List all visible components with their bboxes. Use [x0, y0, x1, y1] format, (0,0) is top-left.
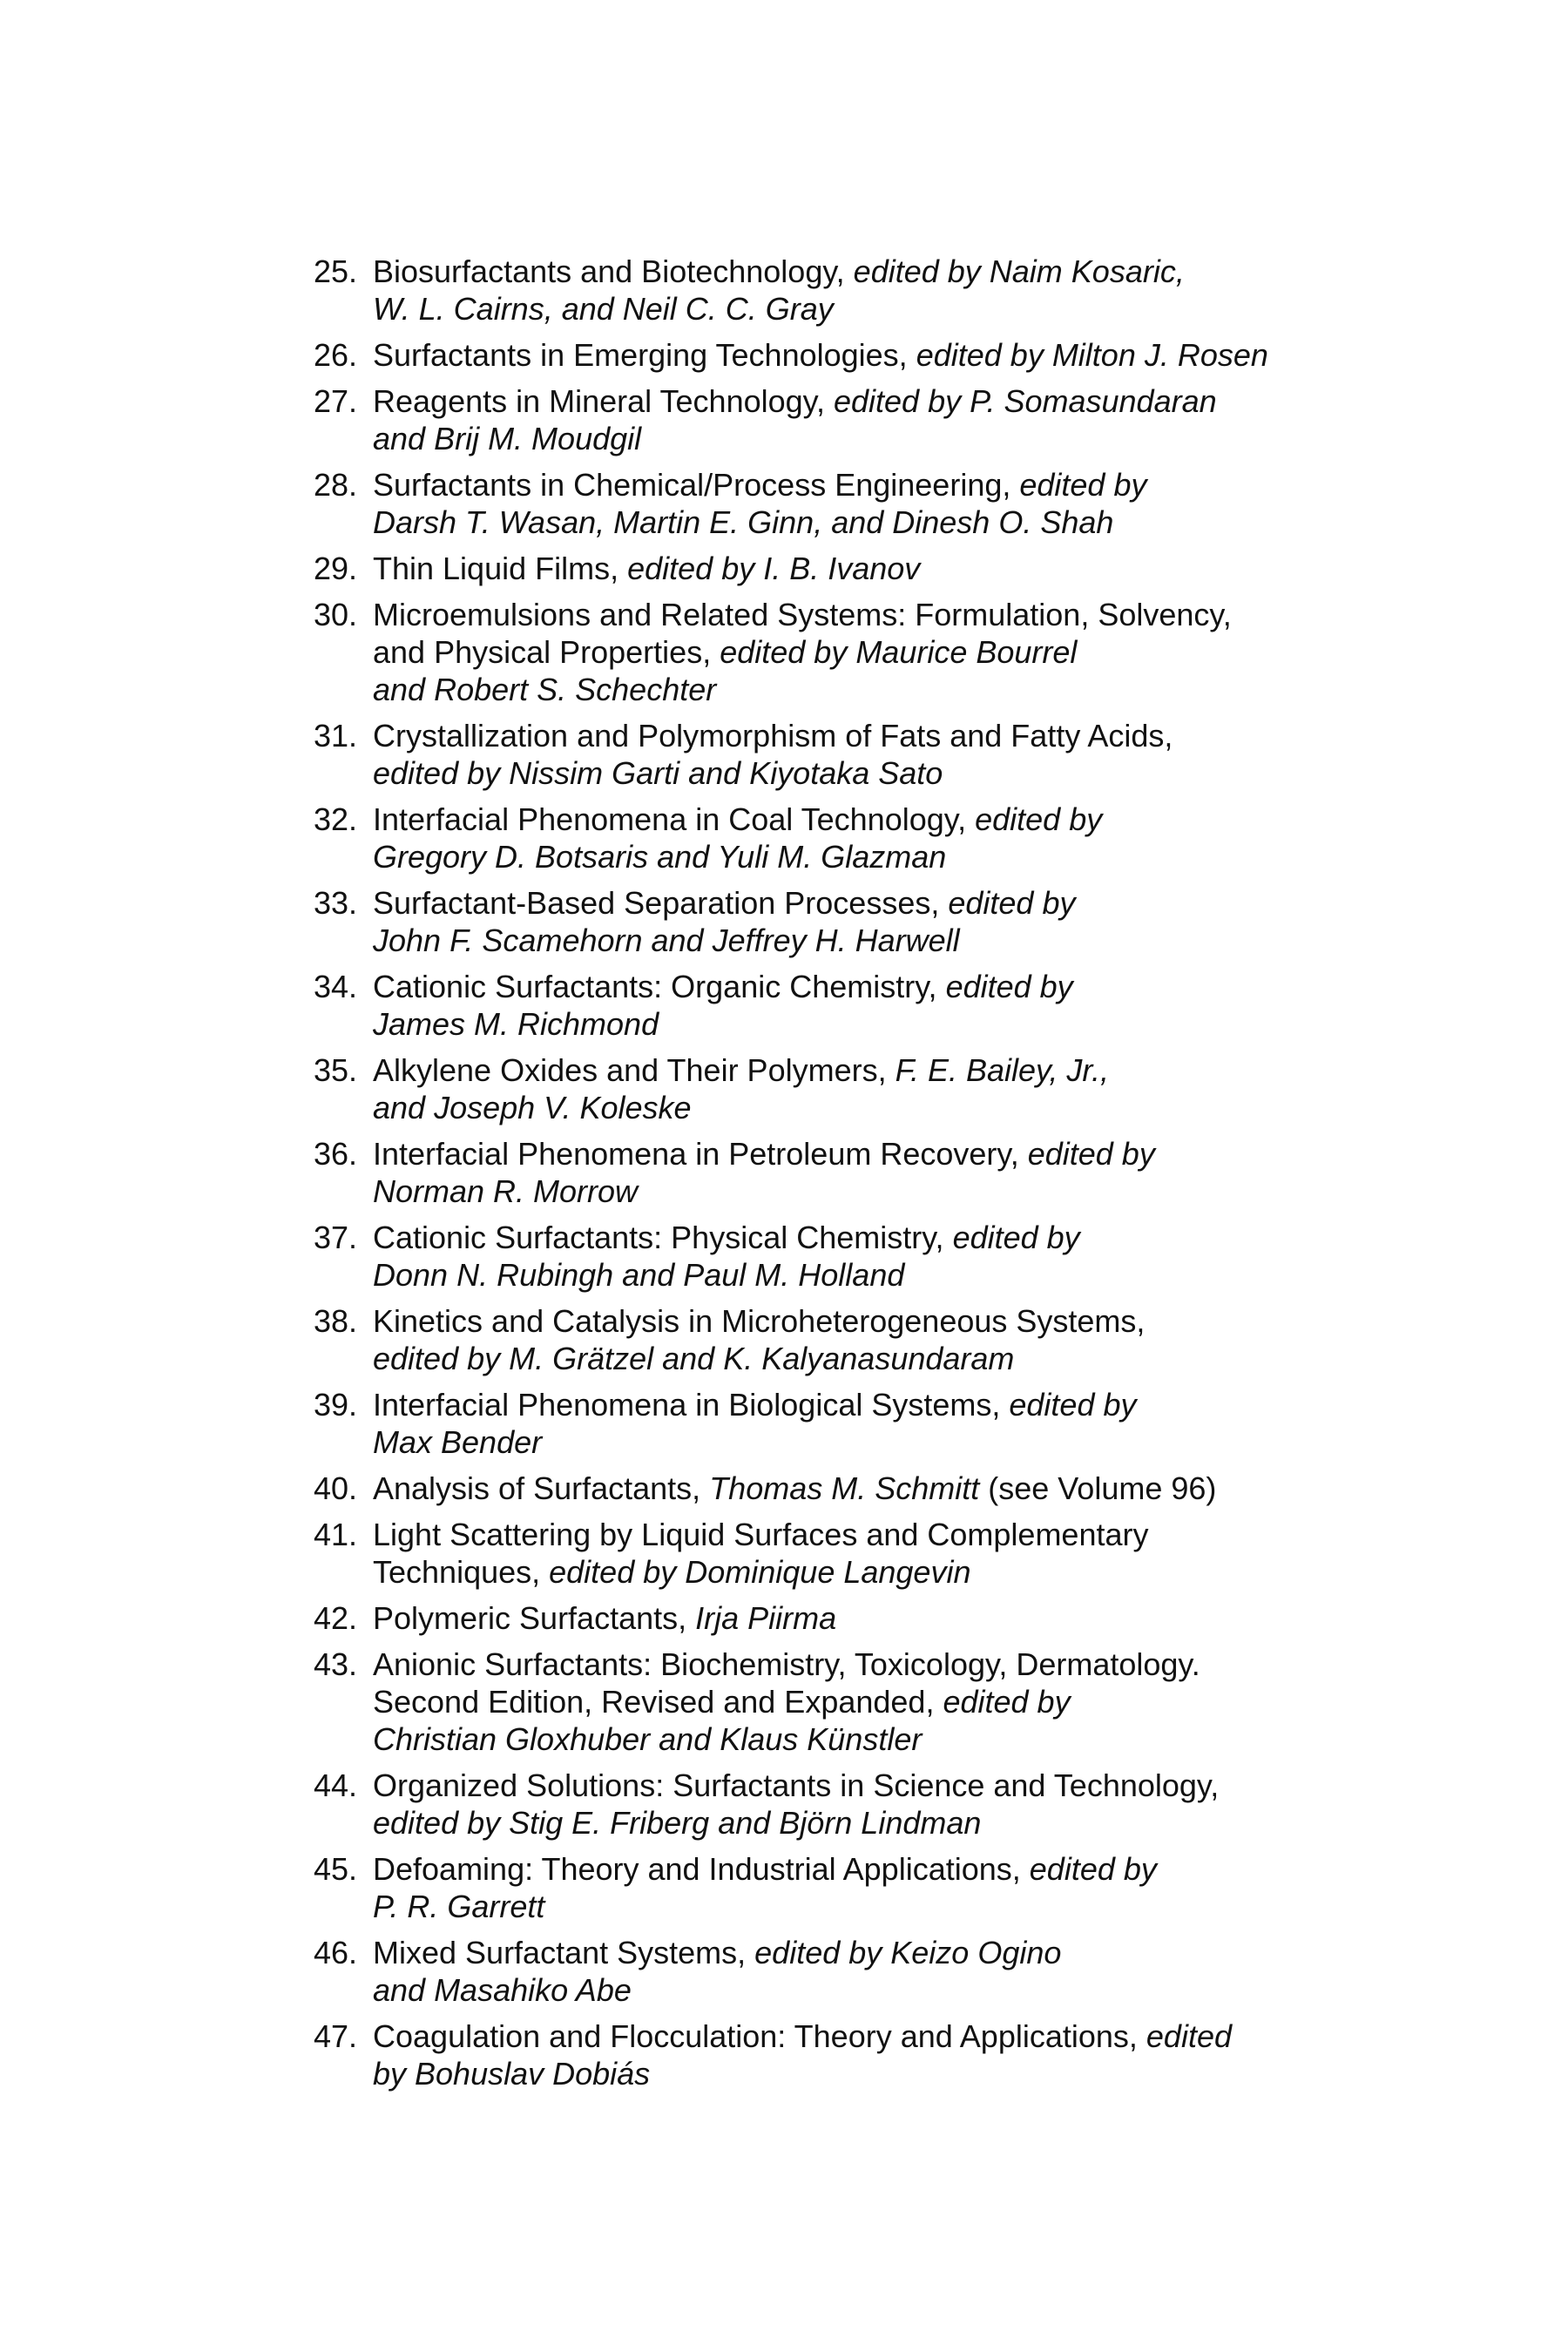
volume-title: Microemulsions and Related Systems: Formulation, Solvency, and Physical Properties, — [373, 597, 1232, 670]
series-entry — [287, 550, 1420, 587]
series-entry — [287, 1302, 1420, 1377]
volume-number: 33. — [313, 885, 357, 921]
volume-title: Surfactants in Chemical/Process Engineering, — [373, 467, 1020, 503]
volume-note: (see Volume 96) — [979, 1470, 1217, 1506]
volume-number: 27. — [313, 383, 357, 419]
volume-title: Surfactant-Based Separation Processes, — [373, 885, 949, 921]
volume-title: Interfacial Phenomena in Petroleum Recovery, — [373, 1136, 1028, 1172]
volume-title: Biosurfactants and Biotechnology, — [373, 253, 854, 289]
series-entry — [287, 1135, 1420, 1210]
volume-title: Crystallization and Polymorphism of Fats and Fatty Acids, — [373, 718, 1173, 754]
volume-title: Light Scattering by Liquid Surfaces and Complementary Techniques, — [373, 1517, 1149, 1590]
volume-citation — [357, 2017, 1420, 2092]
volume-number: 38. — [313, 1303, 357, 1339]
volume-citation — [357, 884, 1420, 959]
series-entry — [287, 1850, 1420, 1925]
volume-editors: F. E. Bailey, Jr., and Joseph V. Koleske — [373, 1052, 1110, 1125]
volume-editors: edited by M. Grätzel and K. Kalyanasundaram — [373, 1341, 1015, 1376]
volume-editors: edited by Dominique Langevin — [549, 1554, 971, 1590]
volume-citation — [357, 1302, 1420, 1377]
volume-citation — [357, 1051, 1420, 1126]
volume-title: Analysis of Surfactants, — [373, 1470, 710, 1506]
volume-title: Anionic Surfactants: Biochemistry, Toxicology, Dermatology. Second Edition, Revised and Expanded, — [373, 1646, 1200, 1720]
volume-number: 45. — [313, 1851, 357, 1887]
series-entry — [287, 1767, 1420, 1842]
series-entry — [287, 1646, 1420, 1758]
volume-editors: edited by Gregory D. Botsaris and Yuli M. Glazman — [373, 801, 1103, 875]
series-entry — [287, 2017, 1420, 2092]
volume-citation — [357, 382, 1420, 457]
volume-editors: Thomas M. Schmitt — [709, 1470, 980, 1506]
series-volume-list — [287, 253, 1420, 2101]
volume-title: Kinetics and Catalysis in Microheterogeneous Systems, — [373, 1303, 1146, 1339]
volume-citation — [357, 1516, 1420, 1591]
series-entry — [287, 717, 1420, 792]
series-entry — [287, 884, 1420, 959]
volume-editors: edited by P. Somasundaran and Brij M. Moudgil — [373, 383, 1217, 456]
volume-number: 25. — [313, 253, 357, 289]
series-entry — [287, 466, 1420, 541]
volume-editors: edited by Norman R. Morrow — [373, 1136, 1155, 1209]
volume-number: 36. — [313, 1136, 357, 1172]
volume-editors: edited by Bohuslav Dobiás — [373, 2018, 1232, 2092]
series-entry — [287, 1219, 1420, 1294]
volume-number: 35. — [313, 1052, 357, 1088]
volume-editors: edited by John F. Scamehorn and Jeffrey H. Harwell — [373, 885, 1076, 958]
volume-number: 46. — [313, 1935, 357, 1970]
volume-number: 26. — [313, 337, 357, 373]
volume-editors: Irja Piirma — [695, 1600, 837, 1636]
volume-number: 47. — [313, 2018, 357, 2054]
series-entry — [287, 1934, 1420, 2009]
volume-title: Thin Liquid Films, — [373, 551, 628, 586]
series-entry — [287, 382, 1420, 457]
volume-number: 44. — [313, 1767, 357, 1803]
volume-number: 37. — [313, 1220, 357, 1255]
volume-citation — [357, 466, 1420, 541]
series-entry — [287, 596, 1420, 708]
series-entry — [287, 801, 1420, 875]
volume-number: 31. — [313, 718, 357, 754]
volume-number: 41. — [313, 1517, 357, 1552]
volume-editors: edited by Milton J. Rosen — [916, 337, 1268, 373]
volume-citation — [357, 1470, 1420, 1507]
volume-title: Cationic Surfactants: Physical Chemistry, — [373, 1220, 953, 1255]
volume-editors: edited by P. R. Garrett — [373, 1851, 1157, 1924]
volume-number: 28. — [313, 467, 357, 503]
volume-citation — [357, 336, 1420, 374]
volume-citation — [357, 1386, 1420, 1461]
volume-citation — [357, 968, 1420, 1043]
volume-editors: edited by Darsh T. Wasan, Martin E. Ginn, and Dinesh O. Shah — [373, 467, 1147, 540]
volume-citation — [357, 596, 1420, 708]
volume-citation — [357, 1850, 1420, 1925]
volume-editors: edited by Max Bender — [373, 1387, 1137, 1460]
volume-title: Reagents in Mineral Technology, — [373, 383, 834, 419]
volume-citation — [357, 1599, 1420, 1637]
volume-citation — [357, 550, 1420, 587]
volume-title: Coagulation and Flocculation: Theory and Applications, — [373, 2018, 1146, 2054]
volume-title: Surfactants in Emerging Technologies, — [373, 337, 916, 373]
volume-title: Polymeric Surfactants, — [373, 1600, 696, 1636]
series-entry — [287, 1599, 1420, 1637]
volume-title: Defoaming: Theory and Industrial Applications, — [373, 1851, 1030, 1887]
volume-editors: edited by Keizo Ogino and Masahiko Abe — [373, 1935, 1062, 2008]
volume-number: 39. — [313, 1387, 357, 1423]
volume-editors: edited by Naim Kosaric, W. L. Cairns, and Neil C. C. Gray — [373, 253, 1185, 327]
volume-title: Cationic Surfactants: Organic Chemistry, — [373, 969, 946, 1004]
volume-citation — [357, 717, 1420, 792]
volume-editors: edited by Christian Gloxhuber and Klaus Künstler — [373, 1684, 1071, 1757]
volume-title: Alkylene Oxides and Their Polymers, — [373, 1052, 896, 1088]
series-entry — [287, 336, 1420, 374]
volume-citation — [357, 1767, 1420, 1842]
volume-title: Mixed Surfactant Systems, — [373, 1935, 755, 1970]
series-entry — [287, 1051, 1420, 1126]
volume-number: 42. — [313, 1600, 357, 1636]
volume-citation — [357, 1135, 1420, 1210]
series-entry — [287, 1470, 1420, 1507]
volume-editors: edited by Donn N. Rubingh and Paul M. Holland — [373, 1220, 1080, 1293]
volume-title: Organized Solutions: Surfactants in Science and Technology, — [373, 1767, 1220, 1803]
series-entry — [287, 1386, 1420, 1461]
volume-title: Interfacial Phenomena in Coal Technology, — [373, 801, 976, 837]
volume-number: 30. — [313, 597, 357, 632]
volume-citation — [357, 1646, 1420, 1758]
volume-number: 40. — [313, 1470, 357, 1506]
volume-editors: edited by I. B. Ivanov — [627, 551, 921, 586]
series-entry — [287, 1516, 1420, 1591]
volume-editors: edited by Stig E. Friberg and Björn Lindman — [373, 1805, 982, 1841]
volume-number: 32. — [313, 801, 357, 837]
volume-number: 34. — [313, 969, 357, 1004]
volume-citation — [357, 801, 1420, 875]
volume-number: 43. — [313, 1646, 357, 1682]
volume-citation — [357, 1219, 1420, 1294]
volume-citation — [357, 253, 1420, 328]
series-entry — [287, 253, 1420, 328]
volume-title: Interfacial Phenomena in Biological Systems, — [373, 1387, 1010, 1423]
volume-citation — [357, 1934, 1420, 2009]
volume-editors: edited by Nissim Garti and Kiyotaka Sato — [373, 755, 943, 791]
series-entry — [287, 968, 1420, 1043]
volume-editors: edited by Maurice Bourrel and Robert S. Schechter — [373, 634, 1078, 707]
volume-number: 29. — [313, 551, 357, 586]
volume-editors: edited by James M. Richmond — [373, 969, 1073, 1042]
